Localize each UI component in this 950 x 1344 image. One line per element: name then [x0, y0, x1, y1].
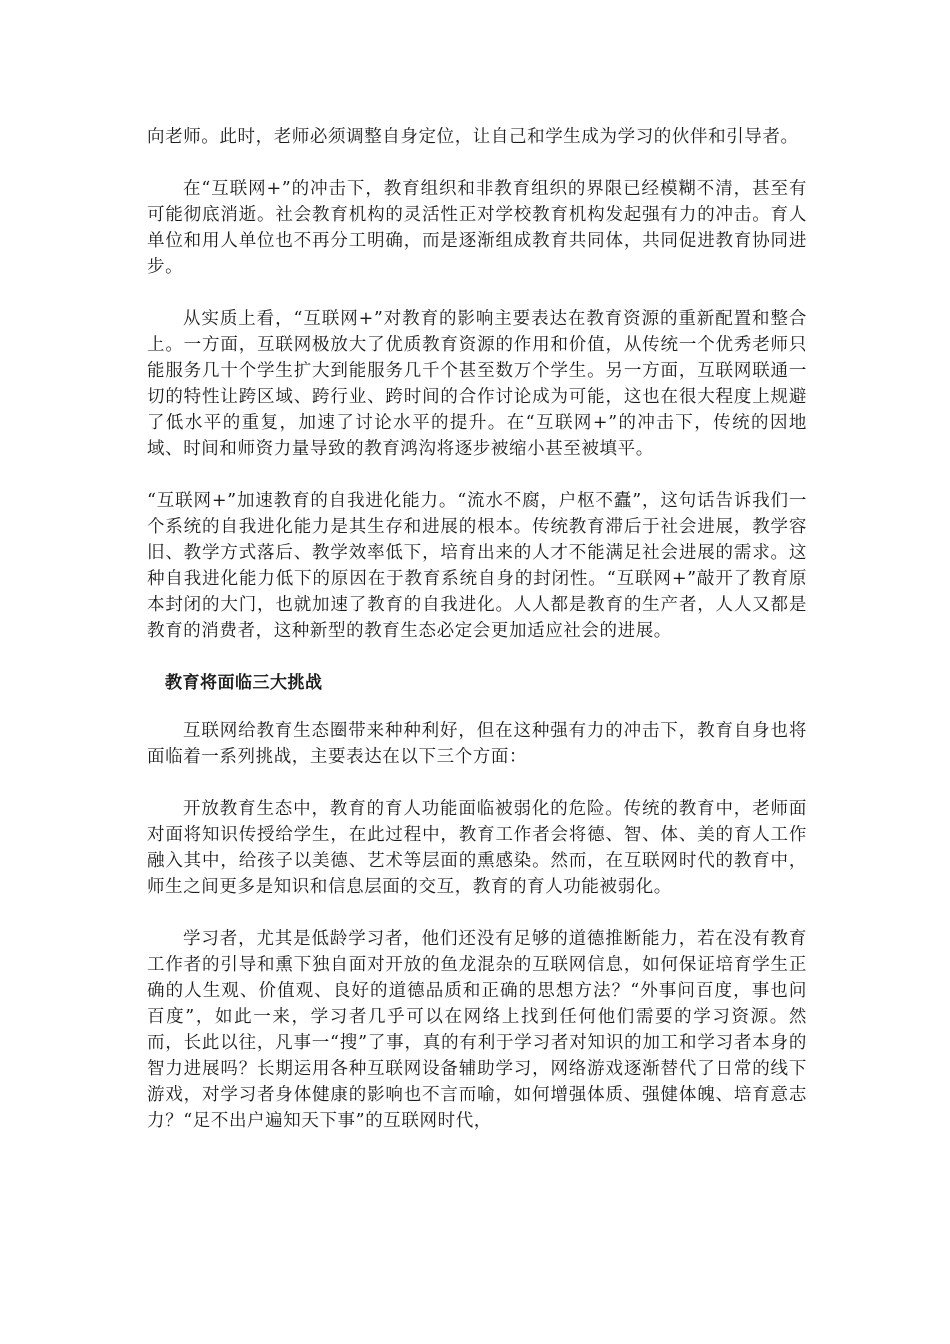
paragraph-challenges-intro: 互联网给教育生态圈带来种种利好，但在这种强有力的冲击下，教育自身也将面临着一系列挑战，主要表达在以下三个方面： [147, 721, 807, 767]
document-page [147, 124, 807, 1134]
section-heading: 教育将面临三大挑战 [165, 673, 323, 693]
paragraph-resources: 从实质上看，“互联网+”对教育的影响主要表达在教育资源的重新配置和整合上。一方面，互联网极放大了优质教育资源的作用和价值，从传统一个优秀老师只能服务几十个学生扩大到能服务几千个甚至数万个学生。另一方面，互联网联通一切的特性让跨区域、跨行业、跨时间的合作讨论成为可能，这也在很大程度上规避了低水平的重复，加速了讨论水平的提升。在“互联网+”的冲击下，传统的因地域、时间和师资力量导致的教育鸿沟将逐步被缩小甚至被填平。 [147, 309, 807, 459]
paragraph-boundary: 在“互联网+”的冲击下，教育组织和非教育组织的界限已经模糊不清，甚至有可能彻底消逝。社会教育机构的灵活性正对学校教育机构发起强有力的冲击。育人单位和用人单位也不再分工明确，而是逐渐组成教育共同体，共同促进教育协同进步。 [147, 179, 807, 277]
paragraph-weakening: 开放教育生态中，教育的育人功能面临被弱化的危险。传统的教育中，老师面对面将知识传授给学生，在此过程中，教育工作者会将德、智、体、美的育人工作融入其中，给孩子以美德、艺术等层面的熏感染。然而，在互联网时代的教育中，师生之间更多是知识和信息层面的交互，教育的育人功能被弱化。 [147, 799, 807, 897]
paragraph-continuation: 向老师。此时，老师必须调整自身定位，让自己和学生成为学习的伙伴和引导者。 [147, 127, 799, 147]
paragraph-evolution: “互联网+”加速教育的自我进化能力。“流水不腐，户枢不蠹”，这句话告诉我们一个系统的自我进化能力是其生存和进展的根本。传统教育滞后于社会进展，教学容旧、教学方式落后、教学效率低下，培育出来的人才不能满足社会进展的需求。这种自我进化能力低下的原因在于教育系统自身的封闭性。“互联网+”敲开了教育原本封闭的大门，也就加速了教育的自我进化。人人都是教育的生产者，人人又都是教育的消费者，这种新型的教育生态必定会更加适应社会的进展。 [147, 491, 807, 641]
paragraph-learners: 学习者，尤其是低龄学习者，他们还没有足够的道德推断能力，若在没有教育工作者的引导和熏下独自面对开放的鱼龙混杂的互联网信息，如何保证培育学生正确的人生观、价值观、良好的道德品质和正确的思想方法？“外事问百度，事也问百度”，如此一来，学习者几乎可以在网络上找到任何他们需要的学习资源。然而，长此以往，凡事一“搜”了事，真的有利于学习者对知识的加工和学习者本身的智力进展吗？长期运用各种互联网设备辅助学习，网络游戏逐渐替代了日常的线下游戏，对学习者身体健康的影响也不言而喻，如何增强体质、强健体魄、培育意志力？“足不出户遍知天下事”的互联网时代， [147, 929, 807, 1131]
